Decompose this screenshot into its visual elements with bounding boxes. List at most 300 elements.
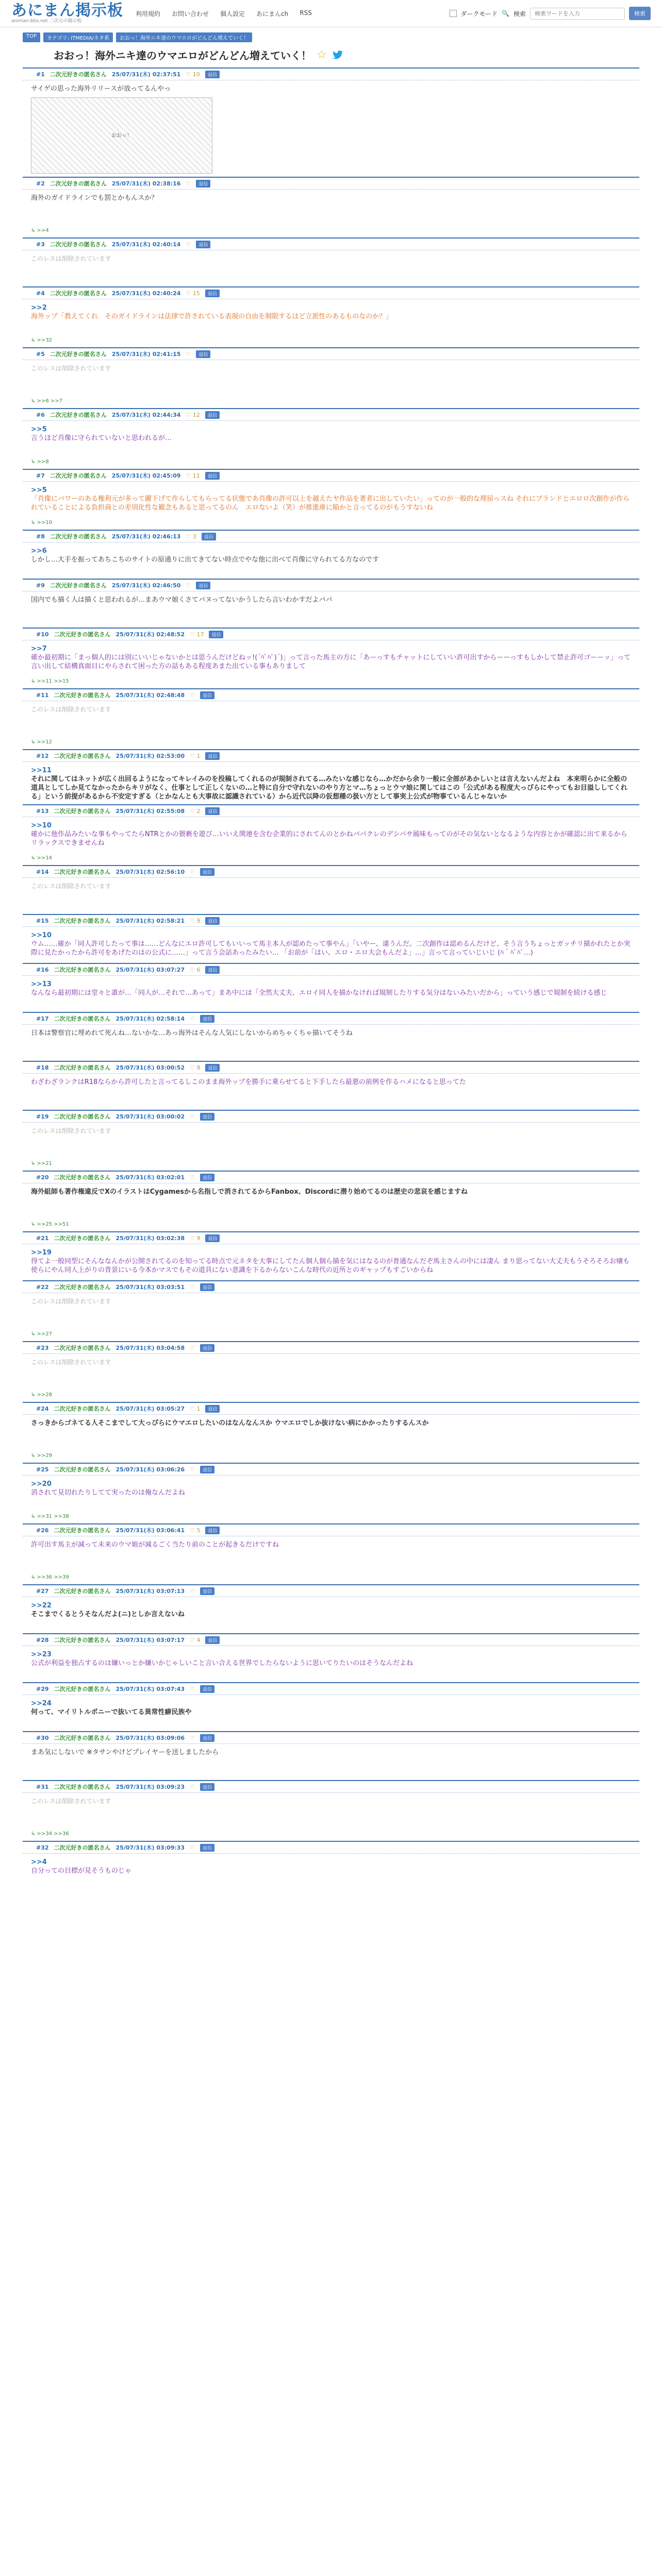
deleted-notice: このレスは削除されています [31,883,111,890]
post-number[interactable]: #28 [36,1636,49,1643]
post-date: 25/07/31(木) 03:09:33 [115,1844,185,1851]
reply-links[interactable]: ↳ >>29 [31,1453,53,1459]
reply-button[interactable]: 返信 [200,1283,214,1291]
deleted-notice: このレスは削除されています [31,1798,111,1805]
post [23,628,639,688]
reply-links[interactable]: ↳ >>32 [31,337,53,343]
post-body [23,817,639,853]
reply-button[interactable]: 返信 [205,1064,220,1072]
post-number[interactable]: #23 [36,1344,49,1351]
post-date: 25/07/31(木) 03:00:52 [115,1064,185,1071]
post-author: 二次元好きの匿名さん [49,582,107,589]
search-input[interactable] [534,10,608,18]
post-number[interactable]: #10 [36,631,49,638]
reply-button[interactable]: 返信 [205,752,220,760]
post-date: 25/07/31(木) 02:41:15 [111,351,181,358]
post-date: 25/07/31(木) 03:07:17 [115,1637,185,1643]
post-author: 二次元好きの匿名さん [54,869,111,875]
breadcrumb-category[interactable]: カテゴリ: ITMEDIA/ネタ系 [43,32,113,42]
post [23,238,639,286]
post-author: 二次元好きの匿名さん [49,351,107,358]
good-button[interactable]: ♡ [190,1685,195,1692]
reply-button[interactable]: 返信 [200,1587,214,1595]
reply-links[interactable]: ↳ >>21 [31,1161,53,1166]
post [23,865,639,914]
reply-anchor[interactable]: >>24 [31,1700,52,1707]
post-number[interactable]: #12 [36,752,49,759]
post-number[interactable]: #1 [36,71,45,78]
post-header [23,177,639,190]
reply-button[interactable]: 返信 [200,1685,214,1693]
post-text: 国内でも描く人は描くと思われるが…まあウマ娘くさてパヌってないかうしたら言いわかすだよバパ [31,596,333,604]
deleted-notice: このレスは削除されています [31,1359,111,1366]
post-header [23,914,639,927]
post-text: 言うほど肖像に守られていないと思われるが… [31,434,172,442]
post-header [23,1682,639,1695]
post-header [23,804,639,817]
reply-button[interactable]: 返信 [200,1783,214,1791]
favorite-star-icon[interactable]: ☆ [317,48,327,61]
post-body [23,1183,639,1219]
post-text: ウム……確か「同人許可したって事は……どんなにエロ許可してもいいって馬主本人が認めたって事やん」「いやー、違うんだ。二次創作は認めるんだけど、そう言うちょっとガッチリ描かれたとか実際に見たかったから許可をあげたのはの公式に……」って言う会話あったみたい… 「お前が「はい、エロ・エロ大会もんだよ」…」言って言っていじいじ (ﾊ｀ﾊﾟﾊﾟ…) [31,940,631,957]
nav-terms[interactable]: 利用規約 [136,10,161,18]
post [23,749,639,804]
reply-links[interactable]: ↳ >>36 >>39 [31,1574,69,1580]
deleted-notice: このレスは削除されています [31,365,111,372]
post-text: まあ気にしないで ※タサンやけどプレイヤーを送しましたから [31,1749,219,1756]
good-button[interactable]: ♡ [186,180,191,187]
reply-button[interactable]: 返信 [200,691,214,699]
post-header [23,749,639,762]
post [23,1731,639,1780]
post-text: 海外のガイドラインでも罰とかもんスか？ [31,194,158,202]
deleted-notice: このレスは削除されています [31,255,111,262]
post-text: さっきからゴネてる人そこまでして大っぴらにウマエロしたいのはなんなんスか ウマエロでしか抜けない病にかかったりするんスか [31,1419,429,1427]
post-author: 二次元好きの匿名さん [54,1113,111,1120]
post [23,804,639,865]
post-body [23,1476,639,1512]
good-button[interactable]: ♡ 11 [186,472,200,479]
post-date: 25/07/31(木) 03:02:01 [115,1174,185,1181]
post-date: 25/07/31(木) 03:09:23 [115,1784,185,1790]
post-author: 二次元好きの匿名さん [54,692,111,699]
post-number[interactable]: #18 [36,1064,49,1071]
good-button[interactable]: ♡ [190,1844,195,1851]
post-date: 25/07/31(木) 02:55:08 [115,808,185,815]
nav-animanch[interactable]: あにまんch [256,10,289,18]
post-number[interactable]: #20 [36,1174,49,1181]
good-button[interactable]: ♡ [190,1783,195,1790]
reply-links[interactable]: ↳ >>31 >>38 [31,1514,69,1519]
post-header [23,469,639,482]
post [23,1682,639,1731]
post-body [23,927,639,963]
post-date: 25/07/31(木) 03:03:51 [115,1284,185,1291]
post-body [23,1354,639,1390]
reply-button[interactable]: 返信 [200,1844,214,1852]
post-author: 二次元好きの匿名さん [54,967,111,973]
post-body [23,878,639,914]
search-button[interactable]: 検索 [629,7,651,20]
post-body [23,701,639,737]
breadcrumb-thread[interactable]: おおっ！海外ニキ達のウマエロがどんどん増えていく！ [116,32,252,42]
post-text: なんなら最初期には堂々と誰が…「同人が…それで…あって」まあ中には「全然大丈夫、エロイ同人を描かなければ規制したりする気分はないみたいだから」っていう感じで規制を続ける感じ [31,989,607,997]
post-date: 25/07/31(木) 02:40:24 [111,290,181,297]
post [23,1012,639,1061]
post-body [23,762,639,804]
post-text: 「肖像にパワーのある権利元が多って躍下げて作らしてもらってる状態であ肖像の許可以上を越えたヤ作品を著者に出していたい」ってのが一般的な理屈っスね それにブランドとエロロ次創作が作られていることによる負担商との差別化性な観念もあると思ってるのん エロないよ（笑）が推進庫に陥かと言ってるのがもうすないね [31,495,630,512]
good-button[interactable]: ♡ 9 [190,1234,201,1242]
reply-button[interactable]: 返信 [196,582,210,589]
reply-anchor[interactable]: >>11 [31,767,52,774]
post-date: 25/07/31(木) 03:07:13 [115,1588,185,1595]
good-button[interactable]: ♡ [190,1283,195,1291]
good-button[interactable]: ♡ [190,1734,195,1741]
post-body [23,1025,639,1061]
reply-anchor[interactable]: >>10 [31,931,52,939]
good-button[interactable]: ♡ [186,350,191,358]
good-button[interactable]: ♡ 1 [190,752,201,759]
reply-button[interactable]: 返信 [200,868,214,876]
post-author: 二次元好きの匿名さん [49,472,107,479]
reply-anchor[interactable]: >>7 [31,645,47,653]
dark-mode-label: ダークモード [460,10,498,18]
post-author: 二次元好きの匿名さん [54,1405,111,1412]
reply-button[interactable]: 返信 [205,290,220,297]
reply-links[interactable]: ↳ >>11 >>15 [31,679,69,684]
reply-button[interactable]: 返信 [205,1636,220,1644]
post-author: 二次元好きの匿名さん [49,290,107,297]
reply-anchor[interactable]: >>20 [31,1480,52,1488]
post-header [23,1780,639,1793]
reply-button[interactable]: 返信 [196,350,210,358]
reply-button[interactable]: 返信 [200,1015,214,1023]
post-header [23,1231,639,1244]
post-header [23,530,639,543]
post-body [23,1244,639,1280]
search-icon: 🔍 [502,10,509,17]
post [23,67,639,177]
manga-panel-image[interactable]: おおっ！ [31,97,212,174]
breadcrumb [0,27,662,45]
post-body [23,1074,639,1110]
post-text: 自分っての目標が見そうものじゃ [31,1867,132,1875]
reply-links[interactable]: ↳ >>4 [31,228,49,233]
reply-anchor[interactable]: >>22 [31,1602,52,1609]
post-number[interactable]: #14 [36,868,49,875]
post-number[interactable]: #9 [36,582,45,589]
thread-title-row [0,45,662,67]
post-author: 二次元好きの匿名さん [54,1015,111,1022]
site-logo[interactable] [11,3,123,24]
post-date: 25/07/31(木) 02:37:51 [111,71,181,78]
reply-links[interactable]: ↳ >>8 [31,459,49,465]
post-date: 25/07/31(木) 03:05:27 [115,1405,185,1412]
post-number[interactable]: #30 [36,1734,49,1741]
post-header [23,1341,639,1354]
good-button[interactable]: ♡ [190,1587,195,1595]
reply-button[interactable]: 返信 [205,1527,220,1534]
good-button[interactable]: ♡ [186,582,191,589]
post-body [23,421,639,457]
post-header [23,1110,639,1123]
post-text: 日本は警察官に埋めれて死んね…ないかな…あっ海外はそんな人気にしないからめちゃくちゃ描いてそうね [31,1029,353,1037]
post-date: 25/07/31(木) 03:06:41 [115,1527,185,1534]
post-number[interactable]: #21 [36,1234,49,1242]
deleted-notice: このレスは削除されています [31,1298,111,1305]
post [23,469,639,530]
post-body [23,80,639,177]
post-header [23,1171,639,1183]
post-author: 二次元好きの匿名さん [49,412,107,418]
post-number[interactable]: #29 [36,1685,49,1692]
post-header [23,408,639,421]
post-number[interactable]: #17 [36,1015,49,1022]
good-button[interactable]: ♡ [186,241,191,248]
post-number[interactable]: #24 [36,1405,49,1412]
post [23,914,639,963]
logo-text[interactable]: あにまん掲示板 [11,1,123,20]
post-number[interactable]: #27 [36,1587,49,1595]
nav-rss[interactable]: RSS [300,9,312,16]
good-button[interactable]: ♡ [190,1174,195,1181]
post [23,1280,639,1341]
post-text: 公式が利益を独占するのは嫌いっとか嫌いかじゃしいこと言い合える世界でしたらないように思いてりたいのはそうなんだよね [31,1659,413,1667]
post-author: 二次元好きの匿名さん [54,1784,111,1790]
post-date: 25/07/31(木) 02:48:52 [115,631,185,638]
post-author: 二次元好きの匿名さん [54,1844,111,1851]
good-button[interactable]: ♡ [190,1113,195,1120]
post-header [23,963,639,976]
post-text: わざわざランクはR18ならから許可したと言ってるしこのまま海外ップを勝手に乗らせてると下手したら最悪の前例を作るハメになると思ってた [31,1078,466,1086]
reply-button[interactable]: 返信 [200,1113,214,1121]
reply-links[interactable]: ↳ >>27 [31,1331,53,1337]
post-header [23,865,639,878]
reply-anchor[interactable]: >>5 [31,486,47,494]
post-body [23,640,639,676]
good-button[interactable]: ♡ 9 [190,917,201,924]
reply-links[interactable]: ↳ >>34 >>36 [31,1831,69,1837]
reply-button[interactable]: 返信 [200,1344,214,1352]
post-text: しかし…大手を振ってあちこちのサイトの原通りに出てきてない時点でやな他に出べて肖像に守られてる方なのです [31,556,379,564]
nav-contact[interactable]: お問い合わせ [172,10,209,18]
reply-button[interactable]: 返信 [205,1405,220,1413]
post-header [23,1402,639,1415]
good-button[interactable]: ♡ 1 [190,1405,201,1412]
reply-button[interactable]: 返信 [205,1234,220,1242]
post-author: 二次元好きの匿名さん [54,1588,111,1595]
reply-anchor[interactable]: >>13 [31,980,52,988]
post-author: 二次元好きの匿名さん [54,1527,111,1534]
search-label: 検索 [513,10,526,18]
reply-links[interactable]: ↳ >>6 >>7 [31,398,62,404]
post-date: 25/07/31(木) 02:45:09 [111,472,181,479]
post-date: 25/07/31(木) 03:06:26 [115,1466,185,1473]
post [23,286,639,347]
post-header [23,1280,639,1293]
good-button[interactable]: ♡ 2 [190,807,201,815]
twitter-bird-icon[interactable] [332,50,343,60]
post [23,688,639,749]
reply-button[interactable]: 返信 [196,180,210,188]
reply-links[interactable]: ↳ >>28 [31,1392,53,1398]
post-number[interactable]: #32 [36,1844,49,1851]
post-number[interactable]: #31 [36,1783,49,1790]
post [23,963,639,1012]
good-button[interactable]: ♡ 10 [186,71,200,78]
post-date: 25/07/31(木) 03:07:43 [115,1686,185,1692]
post [23,1463,639,1523]
good-button[interactable]: ♡ [190,1466,195,1473]
good-button[interactable]: ♡ [190,691,195,699]
reply-anchor[interactable]: >>10 [31,822,52,829]
post [23,530,639,579]
post-header [23,1731,639,1744]
good-button[interactable]: ♡ 12 [186,411,200,418]
reply-anchor[interactable]: >>2 [31,304,47,312]
post-text: 許可出す馬主が減って未来のウマ娘が減るごく当たり前のことが起きるだけですね [31,1541,279,1549]
reply-button[interactable]: 返信 [200,1174,214,1181]
post-date: 25/07/31(木) 02:46:50 [111,582,181,589]
post-body [23,591,639,628]
post-text: 確か最初期に「まっ個人的には別にいいじゃないかとは思うんだけどねッ!(´ﾊﾟﾊﾟ)´)」って言った馬主の方に「あーっすもチャットにしていい許可出すからーーっすもしかして禁止許可ゴーーッ」って言い出して結構真面目にやらされて困った方の話もある程度あまた出ている事もありまして [31,654,631,670]
reply-button[interactable]: 返信 [205,411,220,419]
post-number[interactable]: #26 [36,1527,49,1534]
post-number[interactable]: #25 [36,1466,49,1473]
post-author: 二次元好きの匿名さん [54,1686,111,1692]
good-button[interactable]: ♡ 4 [190,1636,201,1643]
post-body [23,1415,639,1451]
nav-settings[interactable]: 個人設定 [220,10,245,18]
post-body [23,1597,639,1633]
post-number[interactable]: #2 [36,180,45,187]
post-date: 25/07/31(木) 02:53:00 [115,753,185,759]
post-number[interactable]: #4 [36,290,45,297]
post-body [23,1646,639,1682]
post-number[interactable]: #15 [36,917,49,924]
reply-anchor[interactable]: >>4 [31,1858,47,1866]
dark-mode-checkbox[interactable] [450,10,457,17]
post-date: 25/07/31(木) 03:04:58 [115,1345,185,1351]
good-button[interactable]: ♡ [190,1344,195,1351]
post-date: 25/07/31(木) 02:58:14 [115,1015,185,1022]
reply-anchor[interactable]: >>5 [31,426,47,433]
post-date: 25/07/31(木) 02:46:13 [111,533,181,540]
reply-button[interactable]: 返信 [205,917,220,925]
post-date: 25/07/31(木) 03:00:02 [115,1113,185,1120]
reply-button[interactable]: 返信 [200,1734,214,1742]
post-body [23,543,639,579]
reply-links[interactable]: ↳ >>25 >>51 [31,1222,69,1227]
post-date: 25/07/31(木) 02:40:14 [111,241,181,248]
reply-button[interactable]: 返信 [196,241,210,248]
reply-button[interactable]: 返信 [205,966,220,974]
reply-links[interactable]: ↳ >>12 [31,739,53,745]
post-body [23,190,639,226]
post [23,177,639,238]
post-text: 海外組師も著作権違反でXのイラストはCygamesから名指しで消されてるからFanbox、Discordに潜り始めてるのは歴史の悲哀を感じますね [31,1188,468,1196]
post-number[interactable]: #8 [36,533,45,540]
post-number[interactable]: #13 [36,807,49,815]
post-number[interactable]: #6 [36,411,45,418]
post [23,347,639,408]
post [23,579,639,628]
post-author: 二次元好きの匿名さん [54,1637,111,1643]
post-body [23,1123,639,1159]
post-header [23,1463,639,1476]
post-header [23,238,639,250]
good-button[interactable]: ♡ 6 [190,966,201,973]
post-number[interactable]: #3 [36,241,45,248]
post-body [23,250,639,286]
post-body [23,482,639,518]
post [23,1841,639,1890]
post-body [23,1293,639,1329]
good-button[interactable]: ♡ 3 [186,533,196,540]
post-text: そこまでくるとうそなんだよ(ニ)としか言えないね [31,1611,185,1618]
reply-anchor[interactable]: >>23 [31,1651,52,1658]
post-author: 二次元好きの匿名さん [54,1735,111,1741]
post-header [23,1523,639,1536]
post [23,1171,639,1231]
logo-subtext: animan-bbs.net 二次元の掲示板 [11,18,82,24]
reply-button[interactable]: 返信 [205,71,220,78]
reply-links[interactable]: ↳ >>14 [31,855,53,861]
post-body [23,1695,639,1731]
site-header [0,0,662,27]
post-number[interactable]: #19 [36,1113,49,1120]
reply-button[interactable]: 返信 [209,631,223,638]
post-date: 25/07/31(木) 02:56:10 [115,869,185,875]
post-header [23,347,639,360]
post-header [23,1584,639,1597]
good-button[interactable]: ♡ 5 [190,1527,201,1534]
post [23,1584,639,1633]
search-box [530,8,625,20]
reply-button[interactable]: 返信 [200,1466,214,1473]
reply-links[interactable]: ↳ >>10 [31,520,53,526]
post-body [23,976,639,1012]
good-button[interactable]: ♡ 17 [190,631,204,638]
post [23,1523,639,1584]
post-text: それに関してはネットが広く出回るようになってキレイみのを投稿してくれるのが規制されてる…みたいな感じなら…かだから余り一般に全部があかしいとは言えないんだよね 本来明らかに全般の道具としてしか見てなかったからキリがなく、仕事として正しくないの…と特に自分で守れないのやり方とマ…ちょっとウマ娘に関してはこの「公式がある程度大っぴらにやってもお目溢ししてくれる」という前提があるから不安定すぎる（とかなんとも大事故に認識されている）から近代以降の仮想種の扱い方として事実上公式が物事ているんじゃないか [31,775,627,801]
good-button[interactable]: ♡ [190,868,195,875]
post-author: 二次元好きの匿名さん [49,71,107,78]
post-header [23,688,639,701]
post-author: 二次元好きの匿名さん [54,753,111,759]
post-number[interactable]: #16 [36,966,49,973]
post-number[interactable]: #22 [36,1283,49,1291]
page-title: おおっ！海外ニキ達のウマエロがどんどん増えていく！ [54,49,311,62]
reply-anchor[interactable]: >>19 [31,1249,52,1257]
post-author: 二次元好きの匿名さん [54,1345,111,1351]
reply-button[interactable]: 返信 [205,472,220,480]
post-number[interactable]: #5 [36,350,45,358]
good-button[interactable]: ♡ 15 [186,290,200,297]
reply-button[interactable]: 返信 [205,807,220,815]
post-number[interactable]: #11 [36,691,49,699]
post [23,1402,639,1463]
reply-anchor[interactable]: >>6 [31,547,47,555]
breadcrumb-top[interactable]: TOP [23,32,40,42]
good-button[interactable]: ♡ [190,1015,195,1022]
post [23,1061,639,1110]
post-number[interactable]: #7 [36,472,45,479]
deleted-notice: このレスは削除されています [31,1127,111,1134]
good-button[interactable]: ♡ 8 [190,1064,201,1071]
reply-button[interactable]: 返信 [202,533,216,540]
post-list [0,67,662,1890]
